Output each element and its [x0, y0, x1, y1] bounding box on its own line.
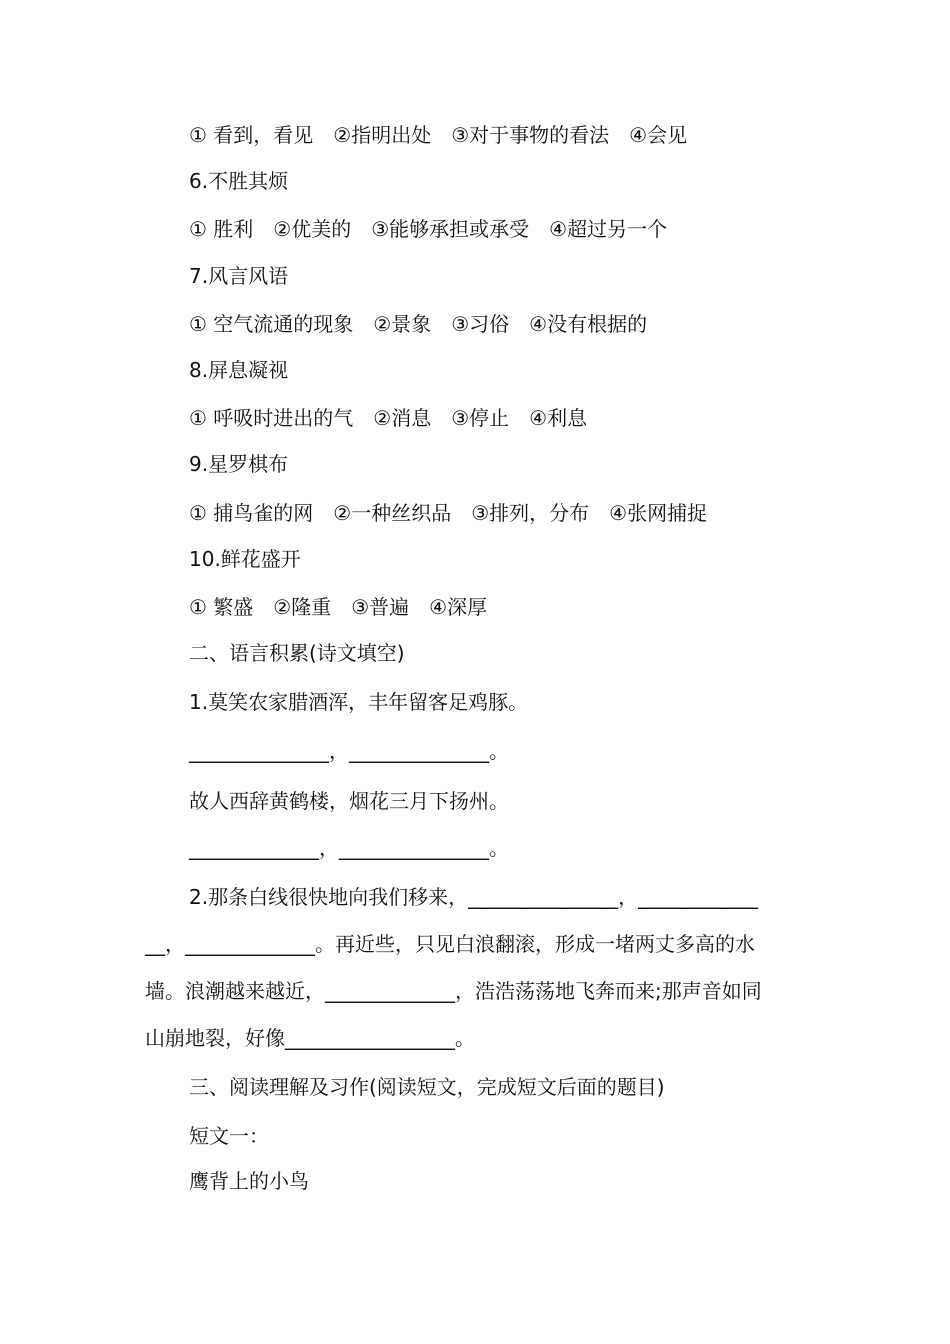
poem-2-prompt: 故人西辞黄鹤楼，烟花三月下扬州。: [189, 789, 509, 813]
question-7-title: 7.风言风语: [189, 264, 289, 288]
passage-1-label: 短文一：: [189, 1124, 269, 1148]
options-line-9: ① 捕鸟雀的网 ②一种丝织品 ③排列，分布 ④张网捕捉: [189, 501, 708, 525]
question-9-title: 9.星罗棋布: [189, 452, 289, 476]
passage-fill-line-3: 墙。浪潮越来越近，_____________，浩浩荡荡地飞奔而来;那声音如同: [145, 979, 762, 1003]
options-line-8: ① 呼吸时进出的气 ②消息 ③停止 ④利息: [189, 406, 588, 430]
section-2-heading: 二、语言积累(诗文填空): [189, 641, 405, 665]
poem-1-prompt: 1.莫笑农家腊酒浑，丰年留客足鸡豚。: [189, 690, 529, 714]
options-line-5: ① 看到，看见 ②指明出处 ③对于事物的看法 ④会见: [189, 123, 688, 147]
passage-fill-line-4: 山崩地裂，好像_________________。: [145, 1026, 475, 1050]
options-line-6: ① 胜利 ②优美的 ③能够承担或承受 ④超过另一个: [189, 217, 668, 241]
poem-2-blanks: _____________，_______________。: [189, 836, 509, 860]
poem-1-blanks: ______________，______________。: [189, 739, 509, 763]
passage-fill-line-2: __，_____________。再近些，只见白浪翻滚，形成一堵两丈多高的水: [145, 932, 755, 956]
options-line-10: ① 繁盛 ②隆重 ③普遍 ④深厚: [189, 595, 488, 619]
passage-fill-line-1: 2.那条白线很快地向我们移来，_______________，____________: [189, 885, 759, 909]
question-6-title: 6.不胜其烦: [189, 169, 289, 193]
passage-1-title: 鹰背上的小鸟: [189, 1169, 309, 1193]
options-line-7: ① 空气流通的现象 ②景象 ③习俗 ④没有根据的: [189, 312, 648, 336]
section-3-heading: 三、阅读理解及习作(阅读短文，完成短文后面的题目): [189, 1075, 665, 1099]
question-10-title: 10.鲜花盛开: [189, 547, 301, 571]
question-8-title: 8.屏息凝视: [189, 358, 289, 382]
